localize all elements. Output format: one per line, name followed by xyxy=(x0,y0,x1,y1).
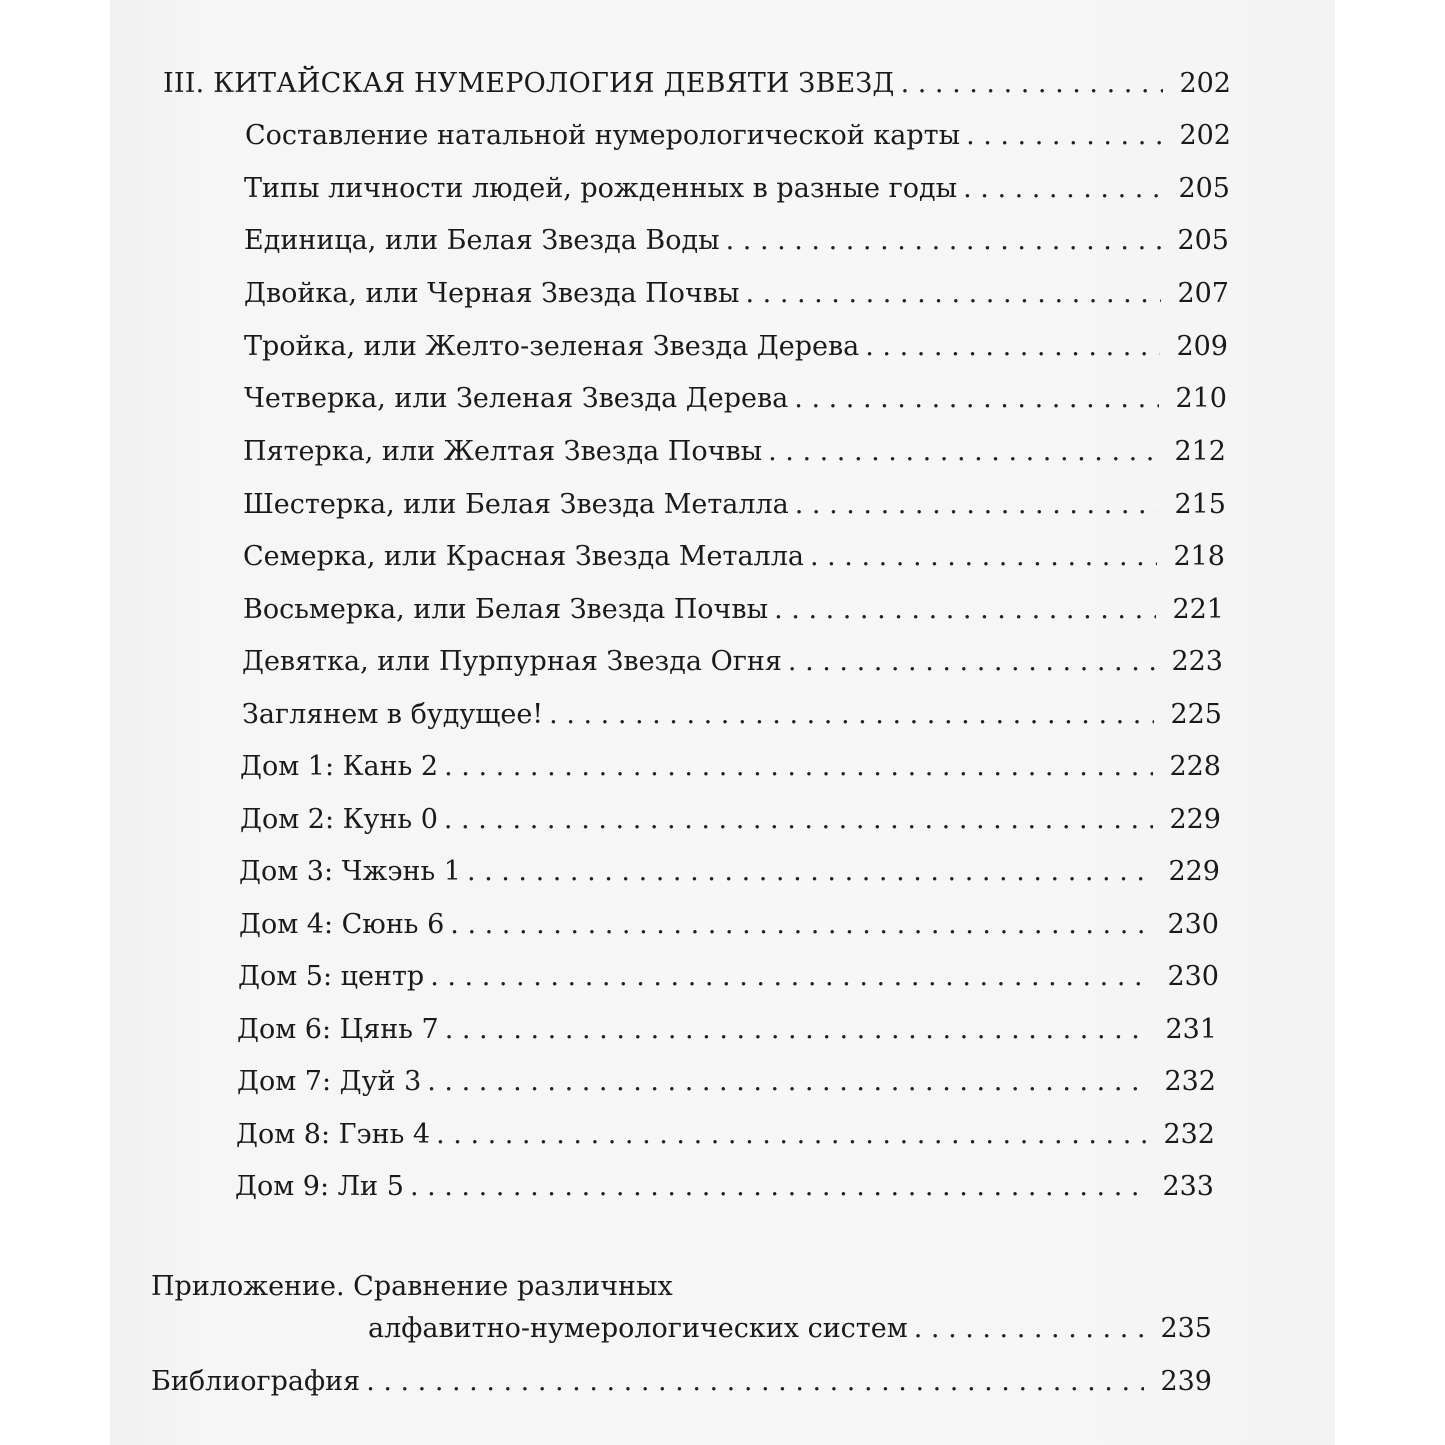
toc-entry-page: 202 xyxy=(1179,68,1231,99)
toc-entry xyxy=(243,489,1226,521)
toc-entry xyxy=(240,751,1221,783)
toc-entry xyxy=(242,646,1223,678)
dot-leader xyxy=(745,278,1161,310)
toc-entry xyxy=(240,804,1221,836)
toc-entry xyxy=(239,856,1220,888)
toc-entry xyxy=(243,594,1224,626)
toc-entry-page: 232 xyxy=(1164,1066,1216,1097)
toc-entry-title: Дом 2: Кунь 0 xyxy=(240,804,438,835)
dot-leader xyxy=(865,331,1160,363)
toc-chapter-entry xyxy=(163,68,1231,100)
dot-leader xyxy=(410,1171,1146,1203)
toc-entry xyxy=(236,1119,1215,1151)
toc-entry xyxy=(235,1171,1214,1203)
dot-leader xyxy=(810,541,1157,573)
dot-leader xyxy=(963,173,1162,205)
toc-appendix-entry xyxy=(368,1313,1212,1345)
toc-entry-title: Дом 6: Цянь 7 xyxy=(237,1014,439,1045)
dot-leader xyxy=(794,383,1159,415)
toc-entry xyxy=(244,383,1227,415)
dot-leader xyxy=(774,594,1156,626)
dot-leader xyxy=(788,646,1155,678)
toc-bibliography-entry xyxy=(151,1366,1212,1398)
toc-entry xyxy=(243,436,1226,468)
toc-entry-title: Типы личности людей, рожденных в разные годы xyxy=(244,173,958,204)
toc-entry-page: 202 xyxy=(1179,120,1231,151)
toc-entry-page: 223 xyxy=(1171,646,1223,677)
toc-entry-title: Библиография xyxy=(151,1366,361,1397)
toc-entry-page: 210 xyxy=(1175,383,1227,414)
toc-entry-page: 207 xyxy=(1177,278,1229,309)
toc-entry xyxy=(237,1066,1216,1098)
toc-entry xyxy=(244,331,1228,363)
toc-entry-page: 225 xyxy=(1170,699,1222,730)
toc-entry-title: Пятерка, или Желтая Звезда Почвы xyxy=(243,436,763,467)
toc-entry xyxy=(237,1014,1217,1046)
toc-entry-title: Четверка, или Зеленая Звезда Дерева xyxy=(244,383,789,414)
dot-leader xyxy=(430,961,1151,993)
dot-leader xyxy=(467,856,1152,888)
toc-entry-page: 239 xyxy=(1160,1366,1212,1397)
toc-entry-title: Дом 7: Дуй 3 xyxy=(237,1066,422,1097)
toc-entry-page: 235 xyxy=(1160,1313,1212,1344)
toc-entry-title: Дом 3: Чжэнь 1 xyxy=(239,856,461,887)
dot-leader xyxy=(366,1366,1144,1398)
toc-entry-page: 231 xyxy=(1165,1014,1217,1045)
dot-leader xyxy=(450,909,1151,941)
dot-leader xyxy=(436,1119,1147,1151)
toc-entry-title: Составление натальной нумерологической карты xyxy=(245,120,961,151)
dot-leader xyxy=(795,489,1158,521)
toc-entry-title: Девятка, или Пурпурная Звезда Огня xyxy=(242,646,782,677)
toc-entry-page: 229 xyxy=(1169,804,1221,835)
toc-entry-title: алфавитно-нумерологических систем xyxy=(368,1313,908,1344)
toc-entry xyxy=(244,225,1229,257)
toc-appendix-label: Приложение. Сравнение различных xyxy=(151,1271,673,1302)
toc-entry-title: Восьмерка, или Белая Звезда Почвы xyxy=(243,594,769,625)
toc-entry-title: Дом 9: Ли 5 xyxy=(235,1171,404,1202)
toc-entry-title: Дом 1: Кань 2 xyxy=(240,751,439,782)
toc-entry-page: 229 xyxy=(1168,856,1220,887)
toc-entry-title: Дом 8: Гэнь 4 xyxy=(236,1119,431,1150)
toc-entry-page: 209 xyxy=(1176,331,1228,362)
toc-entry-title: Единица, или Белая Звезда Воды xyxy=(244,225,720,256)
toc-entry-page: 221 xyxy=(1172,594,1224,625)
toc-entry-page: 233 xyxy=(1162,1171,1214,1202)
toc-entry-title: III. КИТАЙСКАЯ НУМЕРОЛОГИЯ ДЕВЯТИ ЗВЕЗД xyxy=(163,68,895,99)
toc-entry xyxy=(242,699,1222,731)
toc-entry-page: 205 xyxy=(1177,225,1229,256)
toc-entry xyxy=(238,961,1219,993)
toc-entry-page: 230 xyxy=(1167,961,1219,992)
toc-entry xyxy=(239,909,1219,941)
toc-entry-page: 215 xyxy=(1174,489,1226,520)
toc-entry-page: 228 xyxy=(1169,751,1221,782)
dot-leader xyxy=(444,804,1153,836)
dot-leader xyxy=(901,68,1163,100)
dot-leader xyxy=(549,699,1154,731)
dot-leader xyxy=(445,1014,1149,1046)
toc-entry-page: 205 xyxy=(1178,173,1230,204)
toc-entry-title: Семерка, или Красная Звезда Металла xyxy=(243,541,804,572)
dot-leader xyxy=(966,120,1163,152)
dot-leader xyxy=(444,751,1153,783)
dot-leader xyxy=(726,225,1161,257)
toc-entry xyxy=(245,120,1231,152)
toc-entry-page: 212 xyxy=(1174,436,1226,467)
toc-entry-page: 218 xyxy=(1173,541,1225,572)
toc-entry xyxy=(243,541,1225,573)
dot-leader xyxy=(768,436,1158,468)
toc-entry xyxy=(244,173,1230,205)
toc-entry-title: Тройка, или Желто-зеленая Звезда Дерева xyxy=(244,331,860,362)
dot-leader xyxy=(914,1313,1144,1345)
toc-entry-title: Заглянем в будущее! xyxy=(242,699,544,730)
dot-leader xyxy=(427,1066,1148,1098)
toc-entry-title: Дом 4: Сюнь 6 xyxy=(239,909,445,940)
toc-entry xyxy=(244,278,1229,310)
toc-entry-title: Дом 5: центр xyxy=(238,961,425,992)
toc-entry-title: Двойка, или Черная Звезда Почвы xyxy=(244,278,740,309)
toc-entry-title: Шестерка, или Белая Звезда Металла xyxy=(243,489,789,520)
toc-entry-page: 232 xyxy=(1163,1119,1215,1150)
toc-entry-page: 230 xyxy=(1167,909,1219,940)
